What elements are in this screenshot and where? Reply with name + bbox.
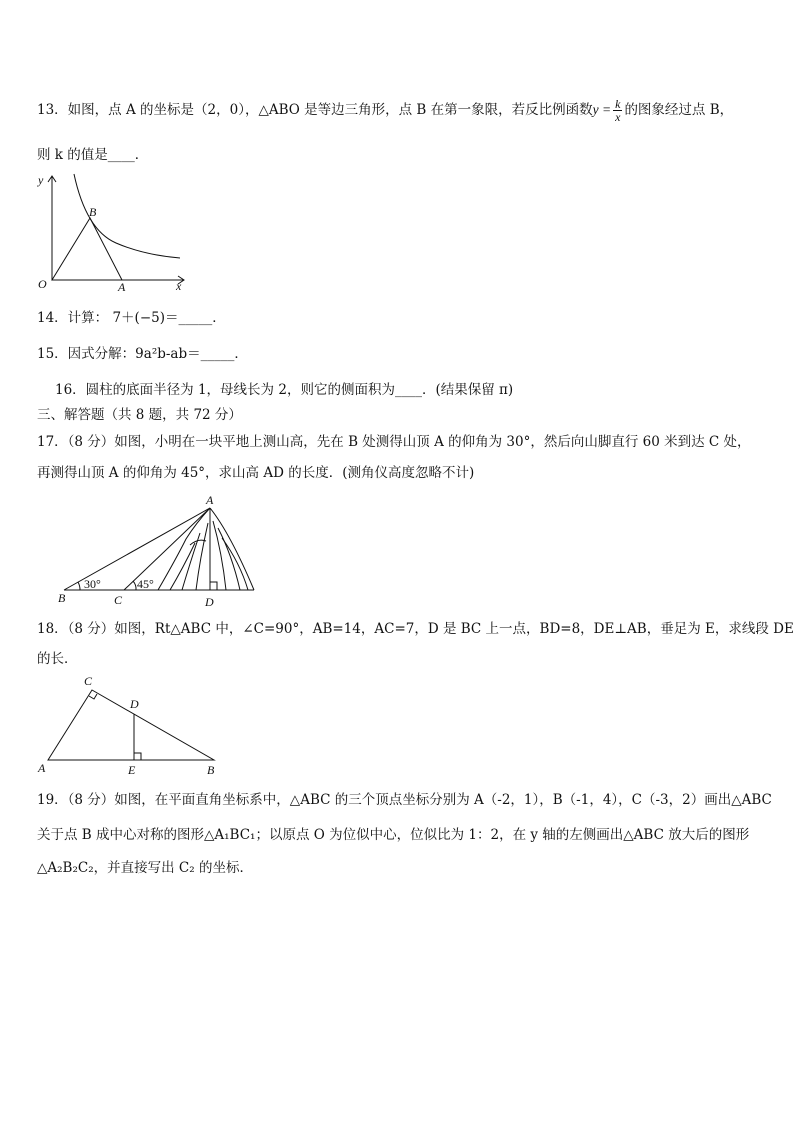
q18-label-c: C [84,674,93,688]
q17-line1: 17．（8 分）如图，小明在一块平地上测山高，先在 B 处测得山顶 A 的仰角为 30°，然后向山脚直行 60 米到达 C 处， [37,434,751,450]
q18-right-angle-c [89,694,97,699]
q13-figure [34,170,194,292]
q13-fraction-num: k [615,97,621,111]
q18-label-d: D [130,697,139,711]
q17-angle-label-45: 45° [137,577,154,591]
q17-mountain [158,508,254,590]
q18-figure [34,672,230,778]
q13-triangle [52,218,122,280]
q18-line2: 的长． [37,651,78,667]
q17-right-angle [210,582,217,590]
section-header: 三、解答题（共 8 题，共 72 分） [37,407,242,423]
q18-label-a: A [38,761,46,775]
q14-text: 14．计算： 7＋(−5)＝_____． [37,310,226,326]
q17-angle-arc-b [78,582,80,590]
q13-label-y: y [38,173,44,187]
q13-fraction-den: x [615,110,621,124]
q17-angle-label-30: 30° [84,577,101,591]
q19-line2: 关于点 B 成中心对称的图形△A₁BC₁；以原点 O 为位似中心，位似比为 1：2，在 y 轴的左侧画出△ABC 放大后的图形 [37,827,750,843]
q13-text-b: △ABO 是等边三角形，点 B 在第一象限，若反比例函数 [258,102,593,118]
q18-right-angle-e [134,753,141,760]
q17-label-d: D [205,595,214,609]
q17-label-b: B [58,591,66,605]
q13-line2: 则 k 的值是____． [37,147,149,163]
q13-text-c: 的图象经过点 B， [624,102,734,118]
q13-label-o: O [38,277,47,291]
q13-line1 [37,98,733,123]
q15-text: 15．因式分解：9a²b-ab＝_____． [37,346,248,362]
q16-text: 16．圆柱的底面半径为 1，母线长为 2，则它的侧面积为____．(结果保留 π) [55,382,514,398]
q18-label-e: E [128,763,136,777]
q13-func-y: y = [592,102,612,117]
q17-label-c: C [114,593,123,607]
q17-angle-arc-c [133,581,136,590]
q13-fraction [613,98,622,123]
q19-line1: 19．（8 分）如图，在平面直角坐标系中，△ABC 的三个顶点坐标分别为 A（-2，1），B（-1，4），C（-3，2）画出△ABC [37,792,772,808]
q13-label-b: B [89,205,97,219]
q17-figure [50,493,260,611]
q13-label-a: A [118,280,126,292]
q17-line2: 再测得山顶 A 的仰角为 45°，求山高 AD 的长度．(测角仪高度忽略不计) [37,465,475,481]
q13-label-x: x [176,279,182,292]
q18-label-b: B [207,763,215,777]
q17-label-a: A [206,493,214,507]
q18-line1: 18．（8 分）如图，Rt△ABC 中，∠C=90°，AB=14，AC=7，D 是 BC 上一点，BD=8，DE⊥AB，垂足为 E，求线段 DE [37,621,794,637]
q19-line3: △A₂B₂C₂，并直接写出 C₂ 的坐标． [37,860,253,876]
q13-text-a: 13．如图，点 A 的坐标是（2，0）， [37,102,259,118]
